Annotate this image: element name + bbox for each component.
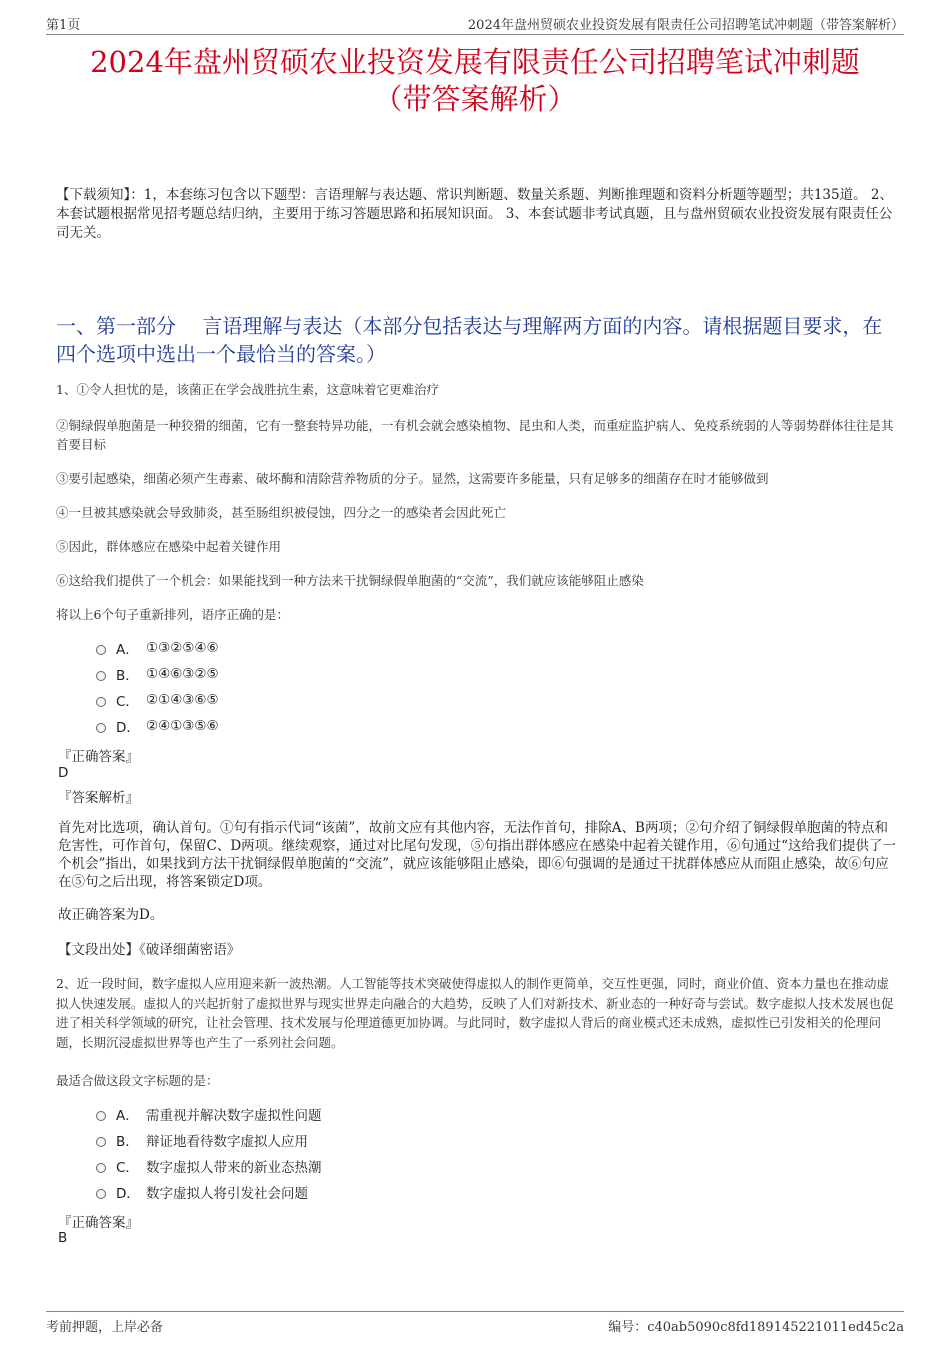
radio-icon[interactable] — [96, 697, 106, 707]
radio-icon[interactable] — [96, 645, 106, 655]
title-line-2: （带答案解析） — [373, 82, 577, 116]
radio-icon[interactable] — [96, 1137, 106, 1147]
q1-prompt: 将以上6个句子重新排列，语序正确的是： — [56, 607, 289, 622]
header-doc-title: 2024年盘州贸硕农业投资发展有限责任公司招聘笔试冲刺题（带答案解析） — [467, 18, 904, 33]
q2-option-c[interactable]: C． 数字虚拟人带来的新业态热潮 — [96, 1156, 322, 1176]
q1-option-a[interactable]: A． ①③②⑤④⑥ — [96, 638, 219, 658]
q2-option-a[interactable]: A． 需重视并解决数字虚拟性问题 — [96, 1104, 322, 1124]
q1-option-b[interactable]: B． ①④⑥③②⑤ — [96, 664, 219, 684]
q1-analysis: 首先对比选项，确认首句。①句有指示代词“该菌”，故前文应有其他内容，无法作首句，排除A、B两项；②句介绍了铜绿假单胞菌的特点和危害性，可作首句，保留C、D两项。继续观察，通过对比尾句发现，⑤句指出群体感应在感染中起着关键作用，⑥句通过“这给我们提供了一个机会”指出，如果找到方法干扰铜绿假单胞菌的“交流”，就应该能够阻止感染，即⑥句强调的是通过干扰群体感应从而阻止感染，故⑥句应在⑤句之后出现，将答案锁定D项。 — [58, 820, 897, 890]
q1-source: 【文段出处】《破译细菌密语》 — [58, 942, 241, 958]
document-title — [40, 44, 910, 118]
q1-option-d[interactable]: D． ②④①③⑤⑥ — [96, 716, 219, 736]
page-header — [46, 14, 904, 35]
q2-answer: B — [58, 1230, 68, 1246]
footer-slogan: 考前押题，上岸必备 — [46, 1320, 164, 1335]
q1-sentence-5: ⑤因此，群体感应在感染中起着关键作用 — [56, 539, 282, 554]
q2-answer-label: 『正确答案』 — [58, 1215, 139, 1231]
q2-text: 2、近一段时间，数字虚拟人应用迎来新一波热潮。人工智能等技术突破使得虚拟人的制作更简单，交互性更强，同时，商业价值、资本力量也在推动虚拟人快速发展。虚拟人的兴起折射了虚拟世界与现实世界走向融合的大趋势，反映了人们对新技术、新业态的一种好奇与尝试。数字虚拟人技术发展也促进了相关科学领域的研究，让社会管理、技术发展与伦理道德更加协调。与此同时，数字虚拟人背后的商业模式还未成熟，虚拟性已引发相关的伦理问题，长期沉浸虚拟世界等也产生了一系列社会问题。 — [56, 976, 894, 1050]
radio-icon[interactable] — [96, 1189, 106, 1199]
q1-sentence-2: ②铜绿假单胞菌是一种狡猾的细菌，它有一整套特异功能，一有机会就会感染植物、昆虫和人类，而重症监护病人、免疫系统弱的人等弱势群体往往是其首要目标 — [56, 418, 894, 452]
radio-icon[interactable] — [96, 723, 106, 733]
q1-option-c[interactable]: C． ②①④③⑥⑤ — [96, 690, 219, 710]
q1-sentence-3: ③要引起感染，细菌必须产生毒素、破坏酶和清除营养物质的分子。显然，这需要许多能量，只有足够多的细菌存在时才能够做到 — [56, 471, 769, 486]
q2-option-d[interactable]: D． 数字虚拟人将引发社会问题 — [96, 1182, 308, 1202]
radio-icon[interactable] — [96, 671, 106, 681]
radio-icon[interactable] — [96, 1111, 106, 1121]
download-notice: 【下载须知】：1，本套练习包含以下题型：言语理解与表达题、常识判断题、数量关系题、判断推理题和资料分析题等题型；共135道。 2、本套试题根据常见招考题总结归纳，主要用于练习答题思路和拓展知识面。 3、本套试题非考试真题，且与盘州贸硕农业投资发展有限责任公司无关。 — [56, 187, 893, 241]
q1-sentence-1: 1、①令人担忧的是，该菌正在学会战胜抗生素，这意味着它更难治疗 — [56, 382, 439, 397]
section-heading: 一、第一部分 言语理解与表达（本部分包括表达与理解两方面的内容。请根据题目要求，在四个选项中选出一个最恰当的答案。） — [56, 314, 883, 366]
q2-prompt: 最适合做这段文字标题的是： — [56, 1073, 219, 1088]
footer-serial: 编号：c40ab5090c8fd189145221011ed45c2a — [608, 1320, 904, 1335]
radio-icon[interactable] — [96, 1163, 106, 1173]
q1-conclusion: 故正确答案为D。 — [58, 907, 164, 923]
page-number: 第1页 — [46, 18, 81, 33]
q1-sentence-6: ⑥这给我们提供了一个机会：如果能找到一种方法来干扰铜绿假单胞菌的“交流”，我们就应该能够阻止感染 — [56, 573, 644, 588]
q2-option-b[interactable]: B． 辩证地看待数字虚拟人应用 — [96, 1130, 308, 1150]
q1-answer: D — [58, 765, 69, 781]
title-line-1: 2024年盘州贸硕农业投资发展有限责任公司招聘笔试冲刺题 — [90, 45, 860, 79]
q1-analysis-label: 『答案解析』 — [58, 790, 139, 806]
q1-sentence-4: ④一旦被其感染就会导致肺炎，甚至肠组织被侵蚀，四分之一的感染者会因此死亡 — [56, 505, 507, 520]
page-footer — [46, 1311, 904, 1335]
q1-answer-label: 『正确答案』 — [58, 749, 139, 765]
